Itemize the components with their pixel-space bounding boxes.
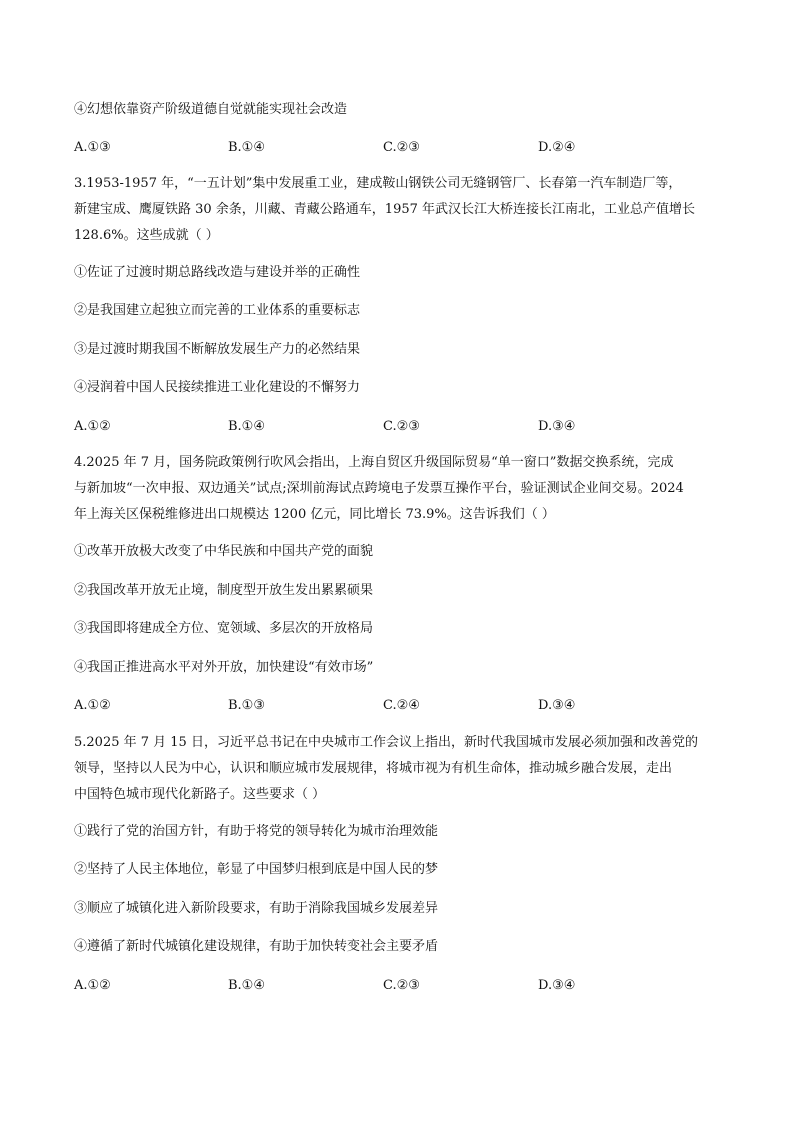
q5-option-3: ③顺应了城镇化进入新阶段要求，有助于消除我国城乡发展差异 bbox=[74, 901, 439, 916]
q3-stem bbox=[74, 175, 722, 253]
choice-d: D.③④ bbox=[538, 419, 576, 434]
choice-a: A.①② bbox=[74, 978, 111, 993]
choice-b: B.①④ bbox=[228, 419, 265, 434]
choice-b: B.①④ bbox=[228, 140, 265, 155]
q5-choices bbox=[74, 977, 722, 995]
q5-option-1: ①践行了党的治国方针，有助于将党的领导转化为城市治理效能 bbox=[74, 824, 439, 839]
choice-d: D.③④ bbox=[538, 698, 576, 713]
q4-stem-line: 年上海关区保税维修进出口规模达 1200 亿元，同比增长 73.9%。这告诉我们（ ） bbox=[74, 507, 555, 522]
q4-stem-line: 4.2025 年 7 月，国务院政策例行吹风会指出，上海自贸区升级国际贸易“单一窗口”数据交换系统，完成 bbox=[74, 455, 674, 470]
choice-a: A.①③ bbox=[74, 140, 111, 155]
q3-option-2: ②是我国建立起独立而完善的工业体系的重要标志 bbox=[74, 303, 361, 318]
q3-option-1: ①佐证了过渡时期总路线改造与建设并举的正确性 bbox=[74, 265, 361, 280]
q3-stem-line: 128.6%。这些成就（ ） bbox=[74, 228, 219, 243]
q5-stem-line: 中国特色城市现代化新路子。这些要求（ ） bbox=[74, 787, 326, 802]
q4-choices bbox=[74, 697, 722, 715]
q5-stem-line: 领导，坚持以人民为中心，认识和顺应城市发展规律，将城市视为有机生命体，推动城乡融合发展，走出 bbox=[74, 761, 673, 776]
choice-b: B.①③ bbox=[228, 698, 265, 713]
choice-c: C.②③ bbox=[383, 140, 420, 155]
q2-option-4: ④幻想依靠资产阶级道德自觉就能实现社会改造 bbox=[74, 102, 348, 117]
q4-stem-line: 与新加坡“一次申报、双边通关”试点;深圳前海试点跨境电子发票互操作平台，验证测试企业间交易。2024 bbox=[74, 481, 684, 496]
q4-option-2: ②我国改革开放无止境，制度型开放生发出累累硕果 bbox=[74, 583, 374, 598]
q3-option-3: ③是过渡时期我国不断解放发展生产力的必然结果 bbox=[74, 342, 361, 357]
choice-c: C.②③ bbox=[383, 978, 420, 993]
q4-stem bbox=[74, 454, 722, 532]
q4-option-1: ①改革开放极大改变了中华民族和中国共产党的面貌 bbox=[74, 544, 374, 559]
q3-stem-line: 3.1953-1957 年，“一五计划”集中发展重工业，建成鞍山钢铁公司无缝钢管厂、长春第一汽车制造厂等， bbox=[74, 176, 682, 191]
q4-option-4: ④我国正推进高水平对外开放，加快建设“有效市场” bbox=[74, 660, 374, 675]
choice-a: A.①② bbox=[74, 419, 111, 434]
choice-c: C.②④ bbox=[383, 698, 420, 713]
q3-option-4: ④浸润着中国人民接续推进工业化建设的不懈努力 bbox=[74, 380, 361, 395]
choice-d: D.③④ bbox=[538, 978, 576, 993]
q5-stem-line: 5.2025 年 7 月 15 日，习近平总书记在中央城市工作会议上指出，新时代我国城市发展必须加强和改善党的 bbox=[74, 735, 698, 750]
choice-d: D.②④ bbox=[538, 140, 576, 155]
q2-choices bbox=[74, 139, 722, 157]
q3-choices bbox=[74, 418, 722, 436]
q5-option-4: ④遵循了新时代城镇化建设规律，有助于加快转变社会主要矛盾 bbox=[74, 939, 439, 954]
q3-stem-line: 新建宝成、鹰厦铁路 30 余条，川藏、青藏公路通车，1957 年武汉长江大桥连接长江南北，工业总产值增长 bbox=[74, 202, 696, 217]
q5-option-2: ②坚持了人民主体地位，彰显了中国梦归根到底是中国人民的梦 bbox=[74, 862, 439, 877]
choice-a: A.①② bbox=[74, 698, 111, 713]
choice-b: B.①④ bbox=[228, 978, 265, 993]
choice-c: C.②③ bbox=[383, 419, 420, 434]
q5-stem bbox=[74, 734, 722, 812]
q4-option-3: ③我国即将建成全方位、宽领域、多层次的开放格局 bbox=[74, 621, 374, 636]
